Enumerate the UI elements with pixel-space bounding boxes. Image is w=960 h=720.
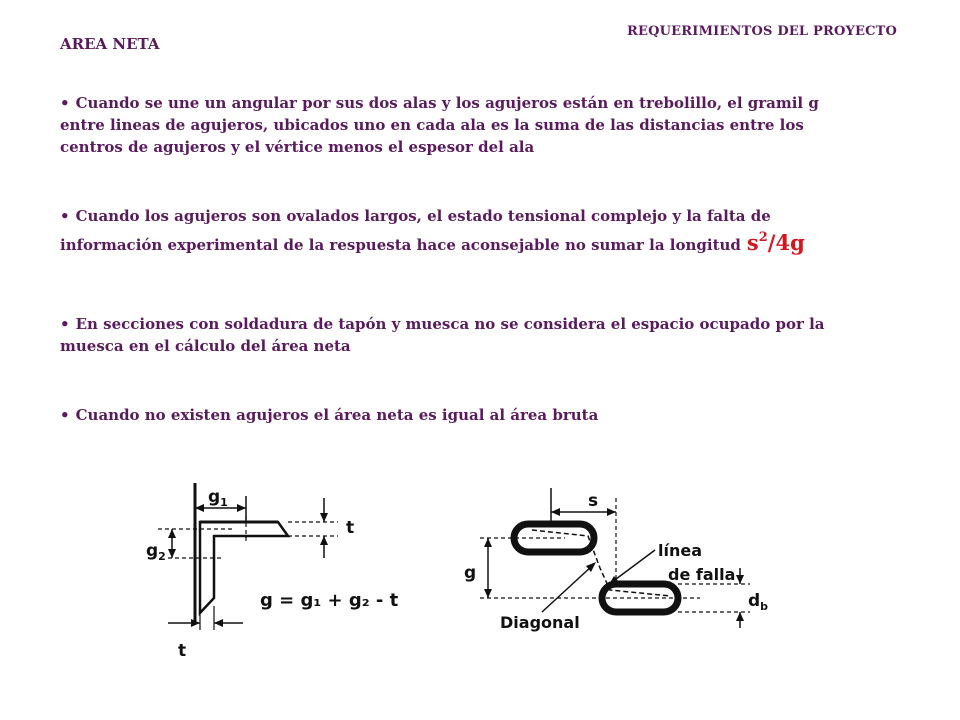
arrow-icon <box>320 513 328 522</box>
formula-s2-4g <box>747 230 805 255</box>
arrow-icon <box>484 589 492 598</box>
g-label: g <box>464 563 477 583</box>
bullet-text-4: Cuando no existen agujeros el área neta es igual al área bruta <box>75 406 599 424</box>
bullet-dot-icon: • <box>60 94 70 112</box>
page-title: AREA NETA <box>60 35 160 53</box>
linea-pointer <box>612 550 655 582</box>
arrow-icon <box>484 538 492 547</box>
bullet-text-2: Cuando los agujeros son ovalados largos, el estado tensional complejo y la falta de información experimental de la respuesta hace aconsejable no sumar la longitud <box>60 207 771 254</box>
g1-label: $g_1$ <box>208 487 228 509</box>
arrow-icon <box>168 549 176 558</box>
bullet-text-1: Cuando se une un angular por sus dos alas y los agujeros están en trebolillo, el gramil g entre lineas de agujeros, ubicados uno en cada ala es la suma de las distancias entre los centros de agujeros y el vértice menos el espesor del ala <box>60 94 819 156</box>
bullet-item-3 <box>60 313 860 357</box>
staggered-holes-diagram <box>450 478 790 653</box>
diagonal-label: Diagonal <box>500 613 580 632</box>
arrow-icon <box>551 508 560 516</box>
t-bottom-label: t <box>178 641 187 661</box>
bullet-dot-icon: • <box>60 406 70 424</box>
bullet-dot-icon: • <box>60 315 70 333</box>
db-label: $d_b$ <box>748 591 769 613</box>
g2-label: $g_2$ <box>146 541 166 563</box>
bullet-item-2 <box>60 205 860 256</box>
bullet-item-4 <box>60 404 860 426</box>
arrow-icon <box>237 504 246 512</box>
arrow-icon <box>607 508 616 516</box>
formula-base: s <box>746 230 759 255</box>
t-right-label: t <box>346 518 355 538</box>
angle-gage-diagram <box>128 478 418 663</box>
linea-label: línea <box>658 541 703 560</box>
section-header: REQUERIMIENTOS DEL PROYECTO <box>627 24 898 39</box>
formula-exponent: 2 <box>758 230 768 245</box>
bullet-item-1 <box>60 92 860 158</box>
bullet-text-3: En secciones con soldadura de tapón y muesca no se considera el espacio ocupado por la muesca en el cálculo del área neta <box>60 315 825 355</box>
arrow-icon <box>214 619 223 627</box>
arrow-icon <box>168 529 176 538</box>
gage-equation: g = g₁ + g₂ - t <box>260 590 399 611</box>
arrow-icon <box>736 612 744 621</box>
bullet-dot-icon: • <box>60 207 70 225</box>
s-label: s <box>588 491 599 511</box>
arrow-icon <box>736 575 744 584</box>
arrow-icon <box>320 536 328 545</box>
de-falla-label: de falla <box>668 565 736 584</box>
diagonal-pointer <box>542 566 592 612</box>
formula-rest: /4g <box>767 230 805 255</box>
